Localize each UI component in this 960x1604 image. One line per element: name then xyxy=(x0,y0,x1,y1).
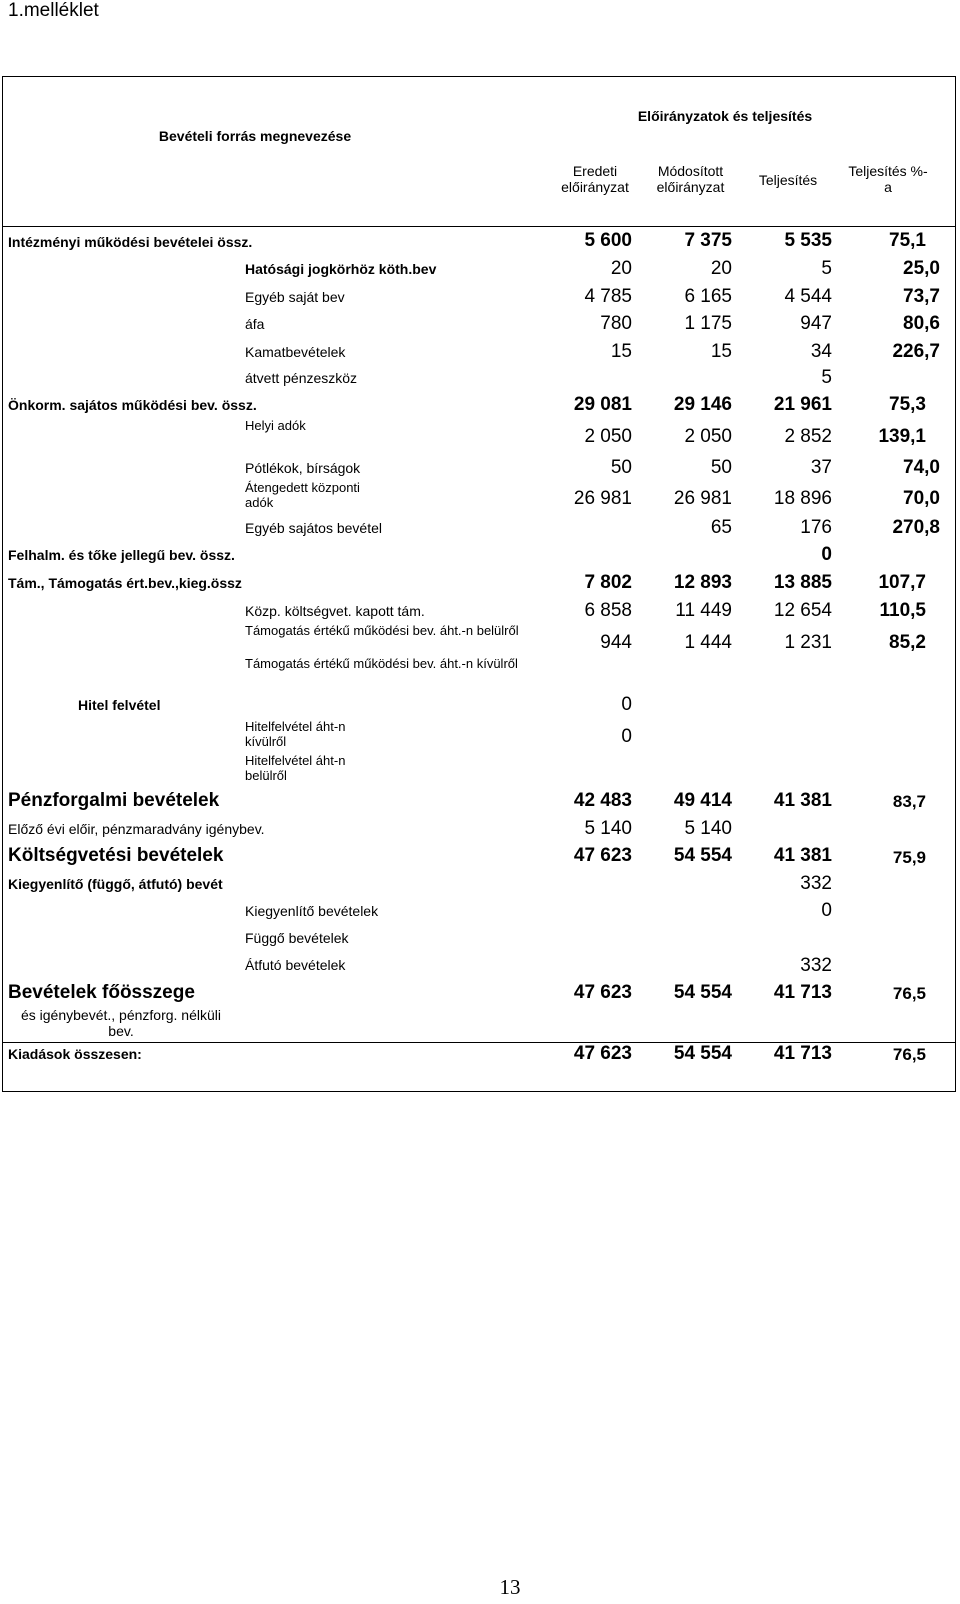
row-label: áfa xyxy=(245,316,265,332)
cell-modified: 49 414 xyxy=(673,790,732,811)
cell-actual: 41 713 xyxy=(773,1043,832,1064)
cell-original: 15 xyxy=(610,341,632,362)
cell-percent: 270,8 xyxy=(892,517,940,538)
cell-percent: 74,0 xyxy=(903,457,940,478)
row-label: Kiegyenlítő (függő, átfutó) bevét xyxy=(8,876,223,892)
cell-actual: 332 xyxy=(800,955,832,976)
cell-modified: 65 xyxy=(710,517,732,538)
row-label: Kiadások összesen: xyxy=(8,1046,142,1062)
cell-original: 2 050 xyxy=(584,426,632,447)
row-label: Pénzforgalmi bevételek xyxy=(8,790,220,811)
cell-actual: 12 654 xyxy=(773,600,832,621)
row-label: Támogatás értékű működési bev. áht.-n belülről xyxy=(245,623,519,638)
cell-percent: 83,7 xyxy=(892,792,926,811)
cell-original: 0 xyxy=(621,726,632,747)
page-number: 13 xyxy=(499,1575,521,1599)
cell-original: 47 623 xyxy=(573,845,632,866)
row-label: Tám., Támogatás ért.bev.,kieg.össz xyxy=(8,575,242,591)
row-label: Közp. költségvet. kapott tám. xyxy=(245,603,425,619)
page-heading: 1.melléklet xyxy=(8,0,99,21)
row-label: Költségvetési bevételek xyxy=(8,845,224,866)
row-label: Előző évi előir, pénzmaradvány igénybev. xyxy=(8,821,265,837)
cell-modified: 12 893 xyxy=(673,572,732,593)
cell-percent: 110,5 xyxy=(879,600,926,621)
cell-actual: 21 961 xyxy=(773,394,832,415)
cell-actual: 41 381 xyxy=(773,790,832,811)
cell-modified: 7 375 xyxy=(684,230,732,251)
cell-percent: 80,6 xyxy=(903,313,940,334)
cell-original: 5 140 xyxy=(584,818,632,839)
row-label: Hitelfelvétel áht-n kívülről xyxy=(245,719,346,749)
cell-percent: 85,2 xyxy=(889,632,926,653)
row-label: Pótlékok, bírságok xyxy=(245,460,361,476)
cell-actual: 34 xyxy=(810,341,832,362)
cell-original: 944 xyxy=(600,632,632,653)
cell-original: 47 623 xyxy=(573,982,632,1003)
cell-actual: 18 896 xyxy=(773,488,832,509)
cell-modified: 20 xyxy=(710,258,732,279)
cell-actual: 1 231 xyxy=(784,632,832,653)
cell-original: 42 483 xyxy=(573,790,632,811)
header-divider xyxy=(3,226,955,227)
header-col-percent: Teljesítés %-a xyxy=(848,163,928,196)
cell-percent: 75,9 xyxy=(892,848,926,867)
row-label: Átfutó bevételek xyxy=(245,957,346,973)
cell-actual: 176 xyxy=(800,517,832,538)
cell-modified: 29 146 xyxy=(673,394,732,415)
cell-original: 47 623 xyxy=(573,1043,632,1064)
cell-original: 29 081 xyxy=(573,394,632,415)
cell-modified: 1 175 xyxy=(684,313,732,334)
row-label: Kiegyenlítő bevételek xyxy=(245,903,379,919)
header-col-original: Eredeti előirányzat xyxy=(561,163,629,196)
cell-actual: 37 xyxy=(810,457,832,478)
cell-modified: 11 449 xyxy=(675,600,732,621)
cell-percent: 70,0 xyxy=(903,488,940,509)
header-col-actual: Teljesítés xyxy=(758,172,818,188)
row-label: Hitel felvétel xyxy=(78,697,161,713)
cell-modified: 50 xyxy=(710,457,732,478)
cell-percent: 226,7 xyxy=(892,341,940,362)
cell-percent: 107,7 xyxy=(878,572,926,593)
cell-modified: 2 050 xyxy=(684,426,732,447)
row-label: Függő bevételek xyxy=(245,930,349,946)
row-label: Hitelfelvétel áht-n belülről xyxy=(245,753,346,783)
cell-actual: 41 713 xyxy=(773,982,832,1003)
cell-actual: 0 xyxy=(821,544,832,565)
cell-modified: 54 554 xyxy=(673,845,732,866)
row-label: átvett pénzeszköz xyxy=(245,370,358,386)
cell-original: 0 xyxy=(621,694,632,715)
cell-actual: 5 xyxy=(821,258,832,279)
cell-original: 5 600 xyxy=(584,230,632,251)
row-label: Helyi adók xyxy=(245,418,306,433)
row-label: Egyéb sajátos bevétel xyxy=(245,520,382,536)
cell-modified: 15 xyxy=(710,341,732,362)
row-label: Egyéb saját bev xyxy=(245,289,345,305)
cell-original: 26 981 xyxy=(573,488,632,509)
header-source-col: Bevételi forrás megnevezése xyxy=(158,128,352,144)
header-group: Előirányzatok és teljesítés xyxy=(637,108,813,124)
cell-percent: 139,1 xyxy=(878,426,926,447)
header-col-modified: Módosított előirányzat xyxy=(656,163,725,196)
row-label: Átengedett központi adók xyxy=(245,480,360,510)
cell-modified: 54 554 xyxy=(673,982,732,1003)
row-label: Intézményi működési bevételei össz. xyxy=(8,234,253,250)
row-label: Bevételek főösszege xyxy=(8,982,195,1003)
cell-percent: 75,3 xyxy=(889,394,926,415)
cell-actual: 4 544 xyxy=(784,286,832,307)
cell-percent: 25,0 xyxy=(903,258,940,279)
cell-original: 780 xyxy=(600,313,632,334)
cell-actual: 5 535 xyxy=(784,230,832,251)
cell-actual: 947 xyxy=(800,313,832,334)
cell-percent: 75,1 xyxy=(889,230,926,251)
row-label: Felhalm. és tőke jellegű bev. össz. xyxy=(8,547,235,563)
cell-modified: 6 165 xyxy=(684,286,732,307)
cell-percent: 73,7 xyxy=(903,286,940,307)
cell-modified: 1 444 xyxy=(684,632,732,653)
cell-original: 6 858 xyxy=(584,600,632,621)
cell-actual: 13 885 xyxy=(773,572,832,593)
row-label: Kamatbevételek xyxy=(245,344,346,360)
cell-original: 4 785 xyxy=(584,286,632,307)
row-label: és igénybevét., pénzforg. nélküli bev. xyxy=(20,1007,221,1040)
cell-original: 50 xyxy=(610,457,632,478)
cell-percent: 76,5 xyxy=(892,984,926,1003)
cell-actual: 41 381 xyxy=(773,845,832,866)
cell-modified: 5 140 xyxy=(684,818,732,839)
row-label: Hatósági jogkörhöz köth.bev xyxy=(245,261,437,277)
cell-original: 20 xyxy=(610,258,632,279)
cell-actual: 332 xyxy=(800,873,832,894)
row-label: Önkorm. sajátos működési bev. össz. xyxy=(8,397,257,413)
cell-actual: 0 xyxy=(821,900,832,921)
cell-percent: 76,5 xyxy=(892,1045,926,1064)
cell-actual: 5 xyxy=(821,367,832,388)
cell-modified: 26 981 xyxy=(673,488,732,509)
cell-original: 7 802 xyxy=(584,572,632,593)
row-label: Támogatás értékű működési bev. áht.-n kívülről xyxy=(245,656,518,671)
cell-actual: 2 852 xyxy=(784,426,832,447)
cell-modified: 54 554 xyxy=(673,1043,732,1064)
